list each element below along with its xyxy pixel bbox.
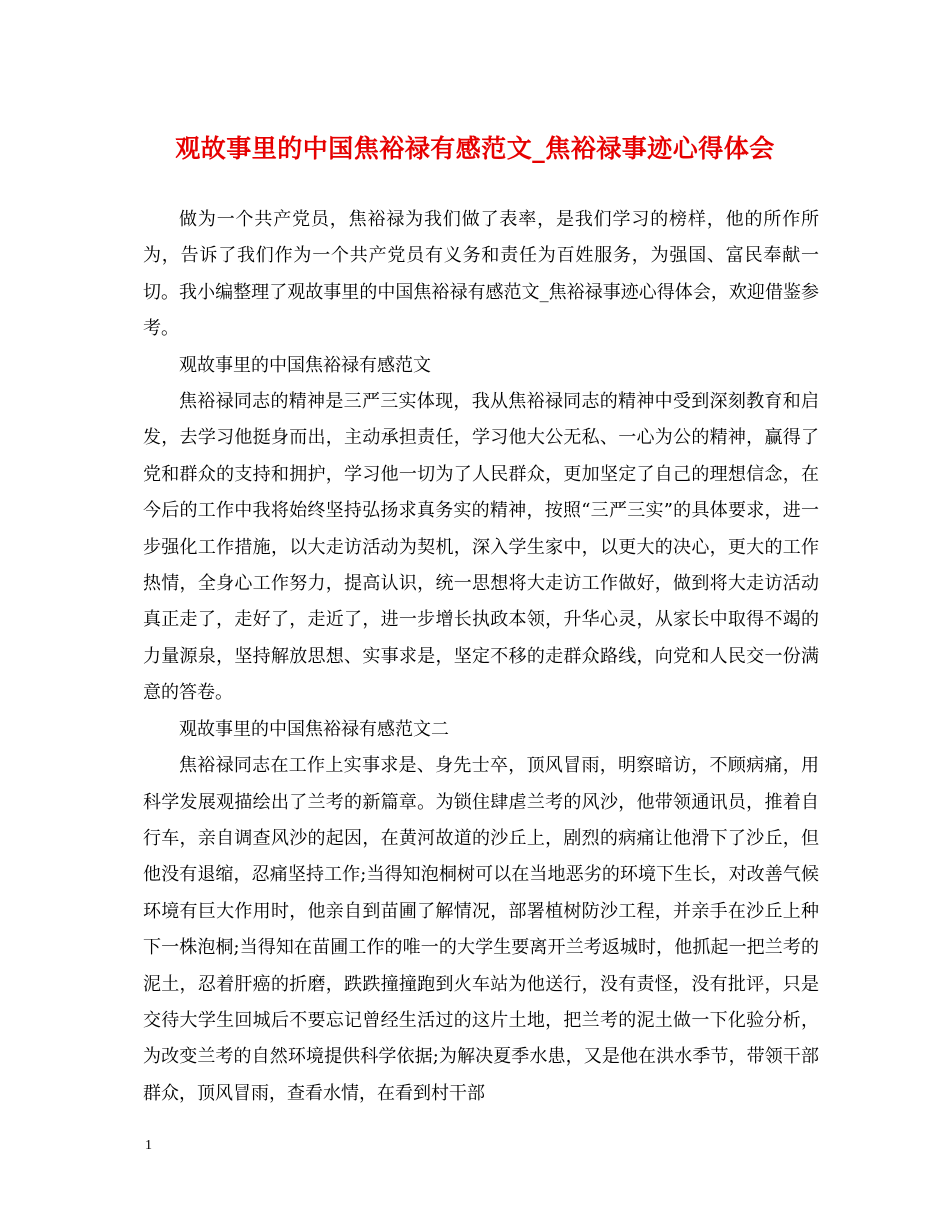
page-number: 1 (145, 1138, 152, 1153)
section-heading-2: 观故事里的中国焦裕禄有感范文二 (179, 718, 449, 740)
document-body (143, 202, 819, 1112)
paragraph-intro: 做为一个共产党员，焦裕禄为我们做了表率，是我们学习的榜样，他的所作所为，告诉了我们作为一个共产党员有义务和责任为百姓服务，为强国、富民奉献一切。我小编整理了观故事里的中国焦裕禄有感范文_焦裕禄事迹心得体会，欢迎借鉴参考。 (143, 209, 819, 340)
document-title: 观故事里的中国焦裕禄有感范文_焦裕禄事迹心得体会 (175, 134, 775, 163)
section-heading-1: 观故事里的中国焦裕禄有感范文 (179, 354, 431, 376)
paragraph-essay-1: 焦裕禄同志的精神是三严三实体现，我从焦裕禄同志的精神中受到深刻教育和启发，去学习他挺身而出，主动承担责任，学习他大公无私、一心为公的精神，赢得了党和群众的支持和拥护，学习他一切为了人民群众，更加坚定了自己的理想信念，在今后的工作中我将始终坚持弘扬求真务实的精神，按照“三严三实”的具体要求，进一步强化工作措施，以大走访活动为契机，深入学生家中，以更大的决心，更大的工作热情，全身心工作努力，提高认识，统一思想将大走访工作做好，做到将大走访活动真正走了，走好了，走近了，进一步增长执政本领，升华心灵，从家长中取得不竭的力量源泉，坚持解放思想、实事求是，坚定不移的走群众路线，向党和人民交一份满意的答卷。 (143, 391, 819, 704)
paragraph-essay-2: 焦裕禄同志在工作上实事求是、身先士卒，顶风冒雨，明察暗访，不顾病痛，用科学发展观描绘出了兰考的新篇章。为锁住肆虐兰考的风沙，他带领通讯员，推着自行车，亲自调查风沙的起因，在黄河故道的沙丘上，剧烈的病痛让他滑下了沙丘，但他没有退缩，忍痛坚持工作;当得知泡桐树可以在当地恶劣的环境下生长，对改善气候环境有巨大作用时，他亲自到苗圃了解情况，部署植树防沙工程，并亲手在沙丘上种下一株泡桐;当得知在苗圃工作的唯一的大学生要离开兰考返城时，他抓起一把兰考的泥土，忍着肝癌的折磨，跌跌撞撞跑到火车站为他送行，没有责怪，没有批评，只是交待大学生回城后不要忘记曾经生活过的这片土地，把兰考的泥土做一下化验分析，为改变兰考的自然环境提供科学依据;为解决夏季水患，又是他在洪水季节，带领干部群众，顶风冒雨，查看水情，在看到村干部 (143, 755, 819, 1104)
